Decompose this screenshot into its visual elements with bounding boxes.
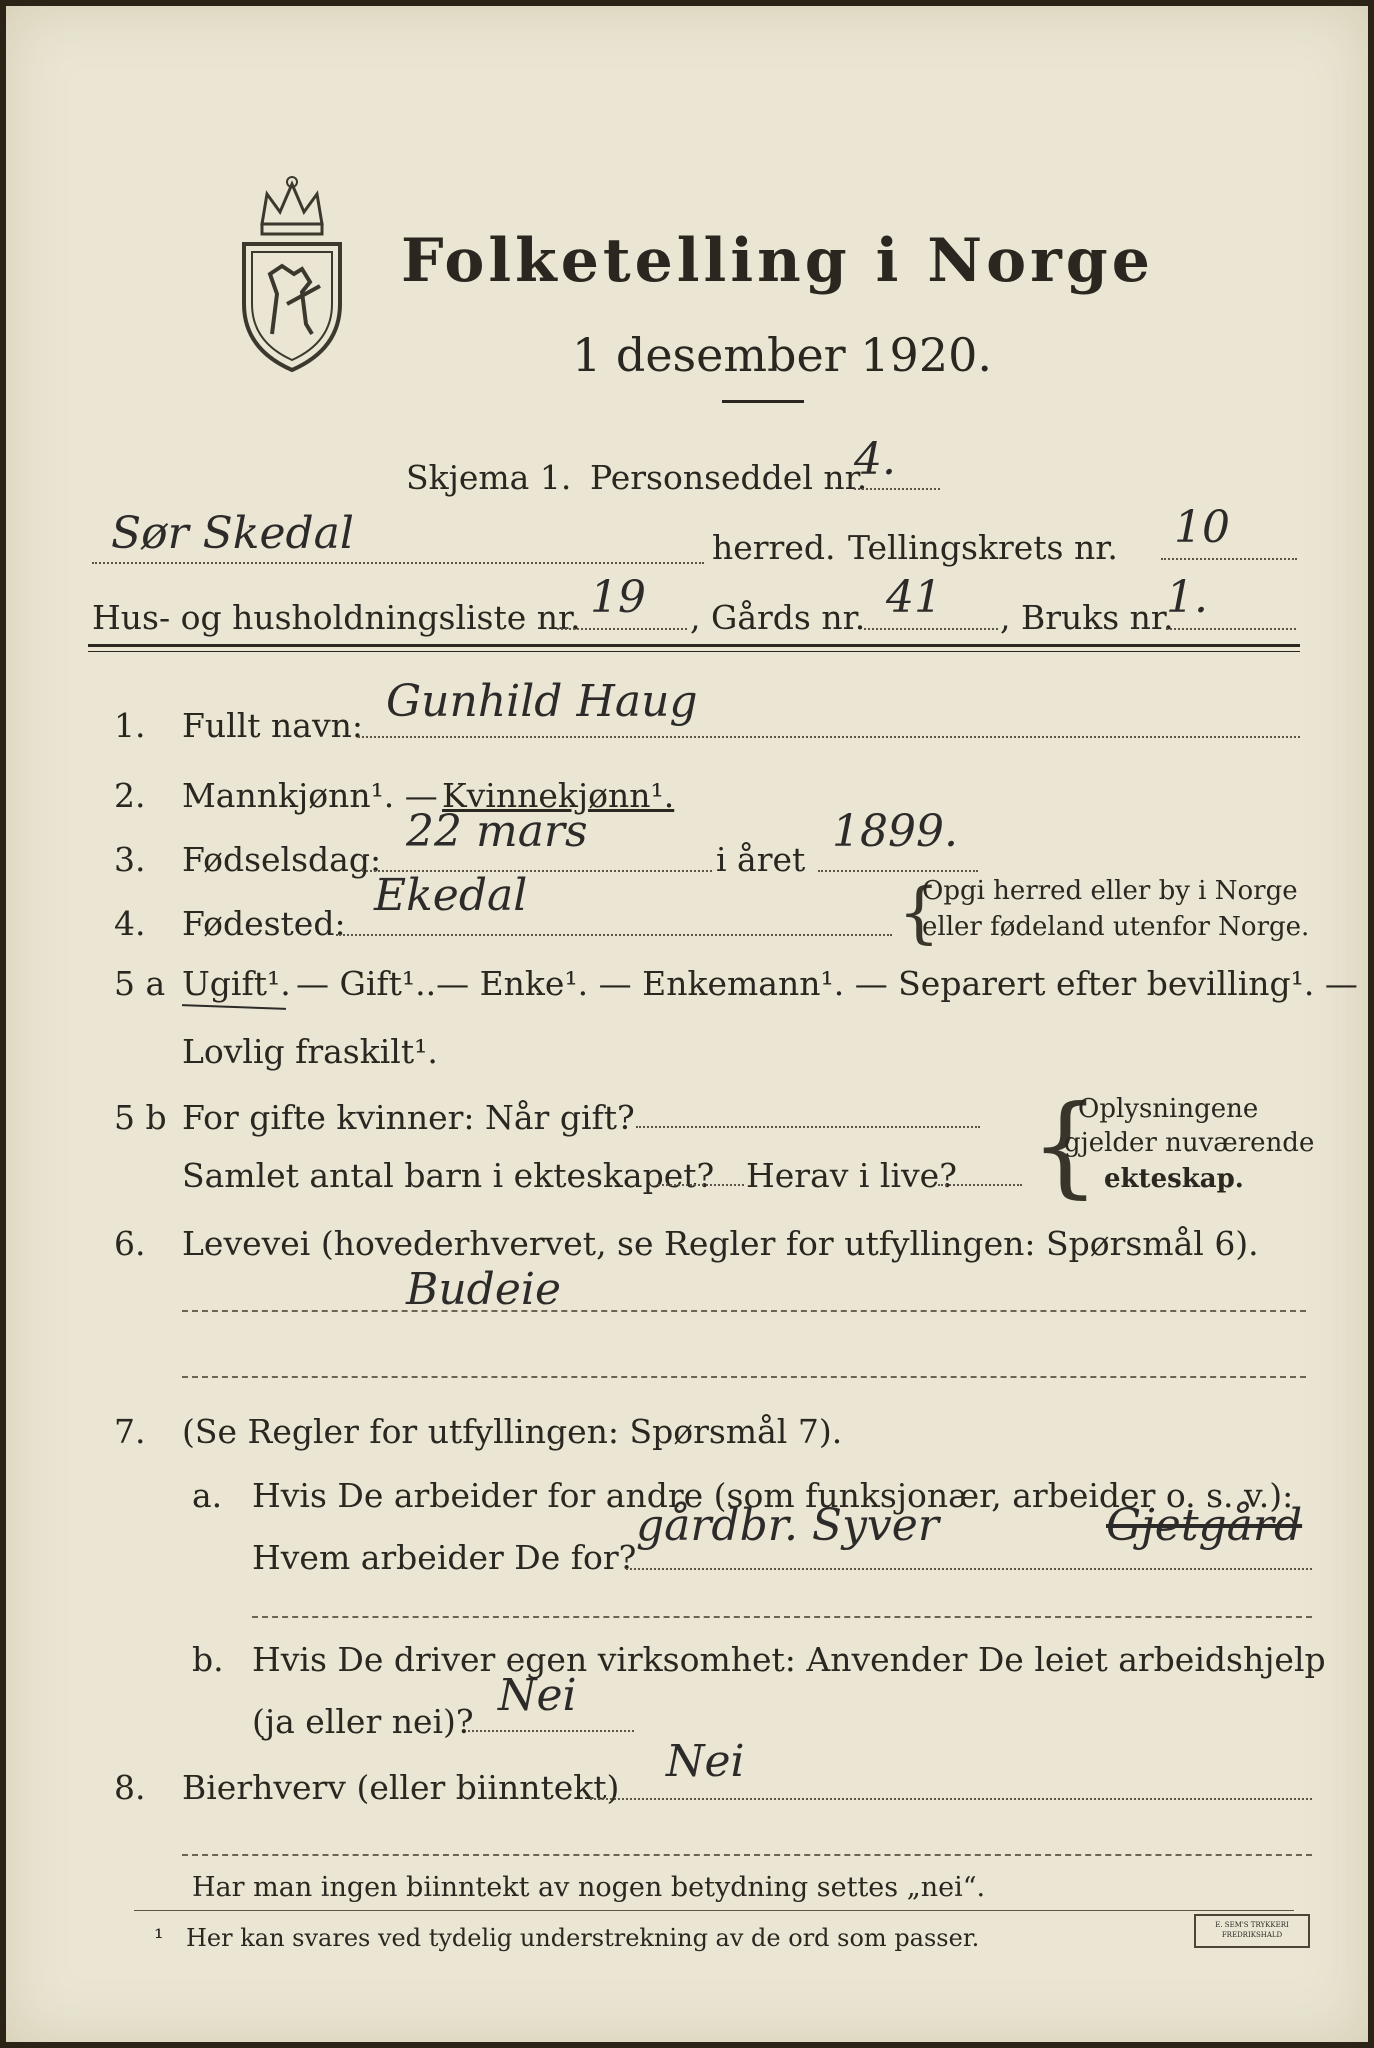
q6-line-2: [182, 1376, 1306, 1378]
q7b-value: Nei: [498, 1670, 577, 1721]
form-title: Folketelling i Norge: [401, 226, 1154, 296]
personseddel-value: 4.: [854, 434, 896, 485]
q4-number: 4.: [114, 904, 146, 943]
q8-number: 8.: [114, 1768, 146, 1807]
q3-number: 3.: [114, 840, 146, 879]
printer-stamp: [1194, 1914, 1310, 1948]
q5b-brace: {: [1030, 1081, 1100, 1209]
tellingskrets-line: [1161, 558, 1297, 560]
census-form: [6, 6, 1368, 2042]
q5a-number: 5 a: [114, 964, 166, 1003]
q6-number: 6.: [114, 1224, 146, 1263]
q4-value: Ekedal: [374, 870, 528, 921]
printer-stamp-text: E. SEM'S TRYKKERI FREDRIKSHALD: [1215, 1921, 1289, 1939]
q4-note-2: eller fødeland utenfor Norge.: [922, 912, 1310, 942]
personseddel-line: [854, 488, 940, 490]
skjema-label: Skjema 1.: [406, 458, 572, 497]
q3-label: Fødselsdag:: [182, 840, 382, 879]
q5b-line-1: [636, 1126, 980, 1128]
bottom-note: Har man ingen biinntekt av nogen betydning settes „nei“.: [192, 1872, 986, 1903]
q5a-ugift-underline: [182, 1004, 286, 1010]
q3-year-label: i året: [716, 840, 806, 879]
gards-value: 41: [886, 572, 942, 623]
q2-mann: Mannkjønn¹. —: [182, 776, 438, 815]
q5b-note-1: Oplysningene: [1078, 1094, 1259, 1124]
q5b-note-3: ekteskap.: [1104, 1164, 1244, 1194]
q7a-line-extra: [252, 1616, 1312, 1618]
q5b-number: 5 b: [114, 1098, 167, 1137]
hus-label: Hus- og husholdningsliste nr.: [92, 598, 581, 637]
footnote-mark: ¹: [154, 1924, 164, 1952]
personseddel-label: Personseddel nr.: [590, 458, 868, 497]
q8-line-extra: [182, 1854, 1312, 1856]
q3-value: 22 mars: [406, 806, 588, 857]
q5a-line2: Lovlig fraskilt¹.: [182, 1032, 438, 1071]
q6-line-1: [182, 1310, 1306, 1312]
q4-line: [336, 934, 892, 936]
q8-line: [590, 1798, 1312, 1800]
q3-year-value: 1899.: [832, 806, 958, 857]
q7a-value: gårdbr. Syver: [636, 1500, 939, 1551]
gards-line: [864, 628, 998, 630]
q7a-struck: Gjetgård: [1106, 1500, 1303, 1551]
q5b-note-2: gjelder nuværende: [1064, 1128, 1315, 1158]
gards-label: , Gårds nr.: [690, 598, 866, 637]
q6-label: Levevei (hovederhvervet, se Regler for utfyllingen: Spørsmål 6).: [182, 1224, 1259, 1263]
q5b-label-3: Herav i live?: [746, 1156, 957, 1195]
hus-line: [557, 628, 687, 630]
q3-year-line: [818, 870, 978, 872]
q7a-line2: Hvem arbeider De for?: [252, 1538, 637, 1577]
bruks-label: , Bruks nr.: [1000, 598, 1174, 637]
q5b-line-2: [658, 1184, 744, 1186]
hus-value: 19: [590, 572, 646, 623]
q4-brace: {: [898, 874, 940, 951]
q7-label: (Se Regler for utfyllingen: Spørsmål 7).: [182, 1412, 843, 1451]
herred-value: Sør Skedal: [111, 508, 354, 559]
footnote: Her kan svares ved tydelig understrekning av de ord som passer.: [186, 1924, 980, 1952]
header-rule-thin: [88, 651, 1300, 652]
q7b-line1: Hvis De driver egen virksomhet: Anvender De leiet arbeidshjelp: [252, 1640, 1326, 1679]
q2-kvinne: Kvinnekjønn¹.: [442, 776, 675, 815]
title-divider: [722, 400, 804, 403]
q4-label: Fødested:: [182, 904, 346, 943]
q8-value: Nei: [666, 1736, 745, 1787]
herred-label: herred.: [712, 528, 836, 567]
q1-value: Gunhild Haug: [386, 676, 698, 727]
q5a-ugift: Ugift¹.: [182, 964, 291, 1003]
q5a-rest: — Gift¹..— Enke¹. — Enkemann¹. — Separert efter bevilling¹. —: [296, 964, 1358, 1003]
coat-of-arms-icon: [232, 174, 352, 374]
tellingskrets-label: Tellingskrets nr.: [848, 528, 1118, 567]
bruks-value: 1.: [1166, 572, 1208, 623]
bruks-line: [1166, 628, 1296, 630]
q7a-letter: a.: [192, 1476, 223, 1515]
q7-number: 7.: [114, 1412, 146, 1451]
q7a-line1: Hvis De arbeider for andre (som funksjonær, arbeider o. s. v.):: [252, 1476, 1294, 1515]
header-rule: [88, 644, 1300, 647]
q5b-line-3: [938, 1184, 1022, 1186]
q7b-letter: b.: [192, 1640, 224, 1679]
q5b-label-2: Samlet antal barn i ekteskapet?: [182, 1156, 715, 1195]
q7a-answer-line: [626, 1568, 1312, 1570]
q1-number: 1.: [114, 706, 146, 745]
q1-label: Fullt navn:: [182, 706, 363, 745]
footnote-divider: [134, 1910, 1294, 1911]
q7b-line2: (ja eller nei)?: [252, 1702, 474, 1741]
q5b-label-1: For gifte kvinner: Når gift?: [182, 1098, 635, 1137]
census-date: 1 desember 1920.: [572, 328, 992, 382]
q4-note-1: Opgi herred eller by i Norge: [922, 876, 1298, 906]
q1-line: [358, 736, 1300, 738]
tellingskrets-value: 10: [1174, 502, 1230, 553]
q2-number: 2.: [114, 776, 146, 815]
q7b-answer-line: [468, 1730, 634, 1732]
herred-line: [92, 562, 704, 564]
q8-label: Bierhverv (eller biinntekt): [182, 1768, 620, 1807]
q6-value: Budeie: [406, 1264, 561, 1315]
